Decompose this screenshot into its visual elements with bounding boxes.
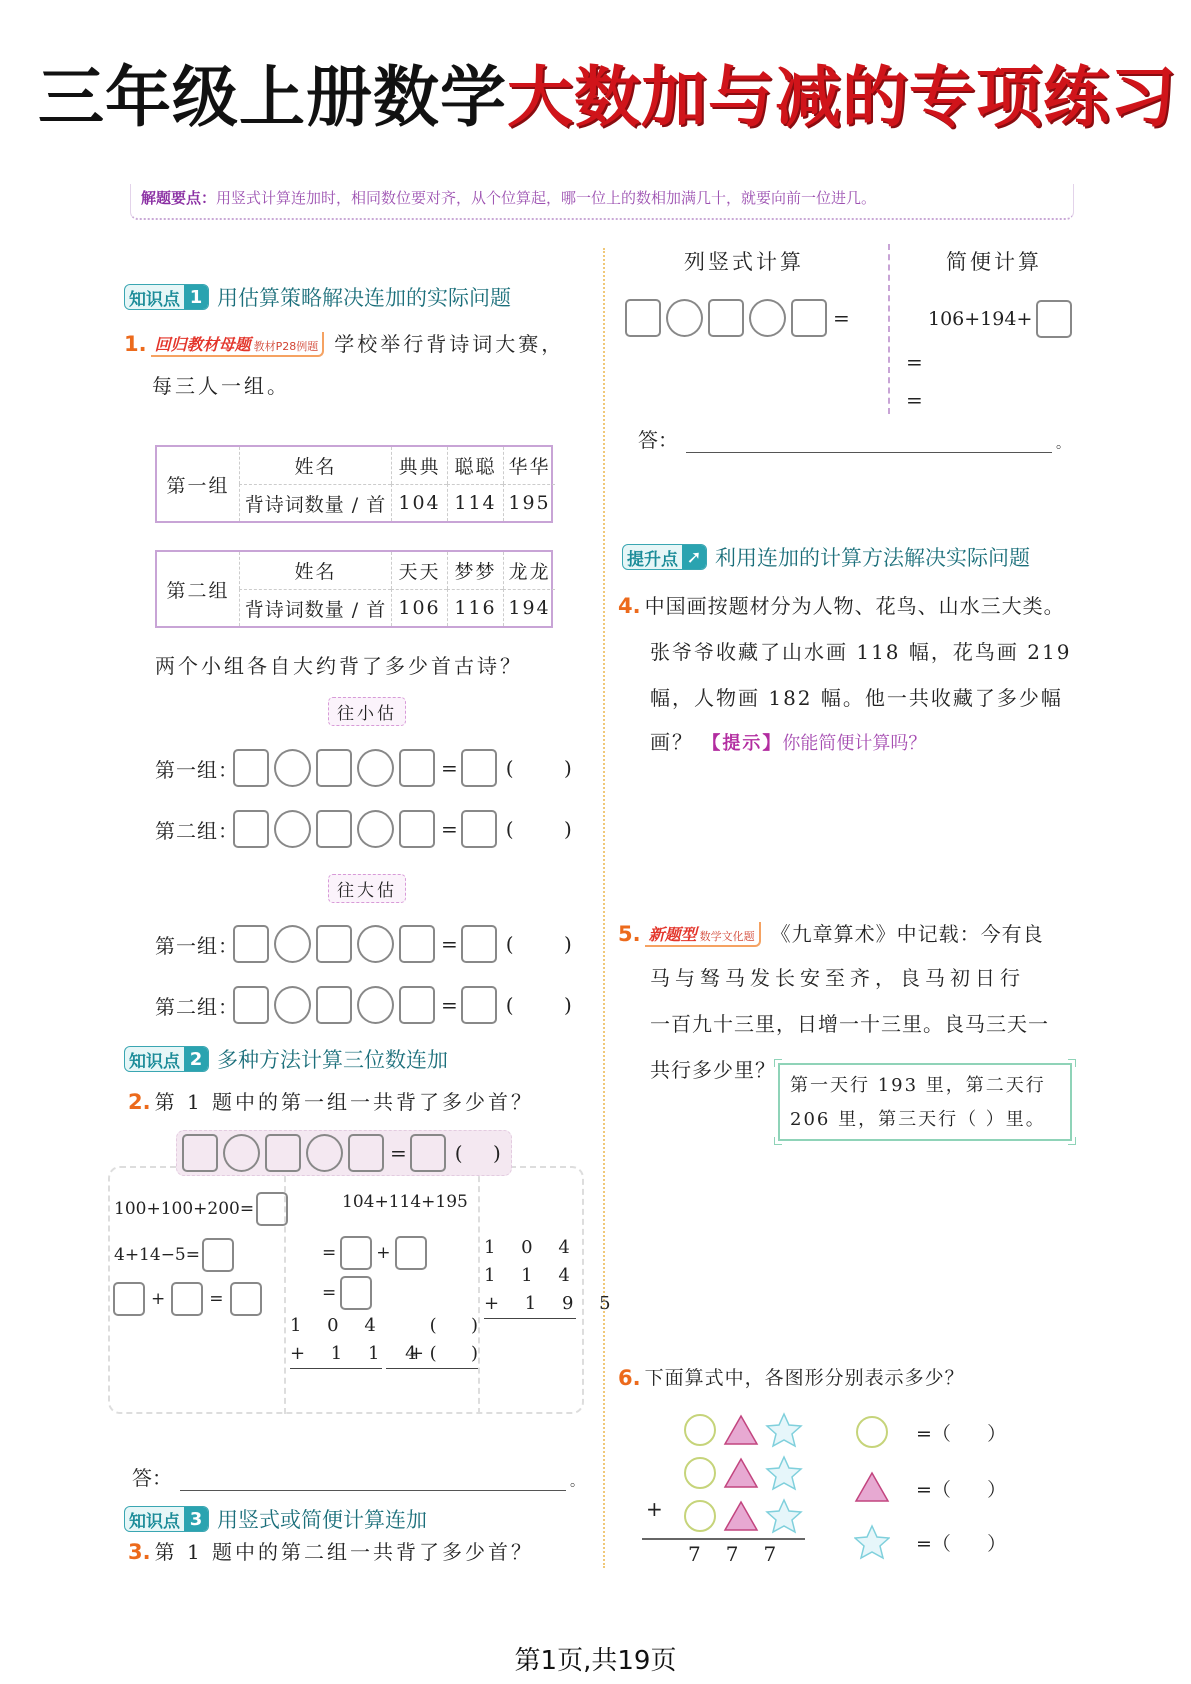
name-cell: 梦梦 bbox=[447, 552, 503, 589]
question-2 bbox=[128, 1086, 534, 1118]
answer-box[interactable] bbox=[113, 1282, 145, 1316]
operator-circle[interactable] bbox=[274, 986, 311, 1024]
method3-vertical bbox=[484, 1234, 621, 1319]
star-answer-row bbox=[854, 1524, 1006, 1560]
group-1-table bbox=[155, 445, 553, 523]
answer-box[interactable] bbox=[399, 749, 435, 787]
paren-open: ( bbox=[505, 817, 514, 841]
star-answer-blank[interactable]: =（ ） bbox=[916, 1532, 1007, 1555]
new-type-badge bbox=[645, 922, 761, 947]
answer-box[interactable] bbox=[399, 810, 435, 848]
sum-digit: 7 bbox=[763, 1542, 777, 1566]
hint-box bbox=[778, 1063, 1072, 1141]
paren-close: ) bbox=[563, 993, 572, 1017]
count-cell: 114 bbox=[447, 484, 503, 521]
page-indicator: 第1页,共19页 bbox=[514, 1646, 677, 1676]
operator-circle[interactable] bbox=[306, 1134, 343, 1172]
vertical-top: 1 0 4 bbox=[290, 1315, 386, 1336]
kp-number: 2 bbox=[184, 1046, 208, 1072]
question-text: 画？ bbox=[650, 730, 694, 754]
vertical-line: 1 0 4 bbox=[484, 1237, 580, 1258]
answer-box[interactable] bbox=[791, 299, 827, 337]
tip-text: 用竖式计算连加时，相同数位要对齐，从个位算起，哪一位上的数相加满几十，就要向前一位进几。 bbox=[216, 189, 877, 207]
answer-box[interactable] bbox=[202, 1238, 234, 1272]
answer-box[interactable] bbox=[256, 1192, 288, 1226]
answer-box[interactable] bbox=[340, 1276, 372, 1310]
method1-line3 bbox=[113, 1282, 262, 1316]
q2-answer-line bbox=[132, 1462, 584, 1491]
question-text: 下面算式中，各图形分别表示多少？ bbox=[644, 1367, 965, 1389]
q3-answer-line bbox=[638, 424, 1070, 453]
vertical-calc-header: 列竖式计算 bbox=[684, 250, 804, 274]
question-4 bbox=[618, 590, 1065, 622]
name-cell: 龙龙 bbox=[503, 552, 555, 589]
sum-digit: 7 bbox=[725, 1542, 739, 1566]
paren-open: ( bbox=[505, 756, 514, 780]
kp-tag-label: 知识点 bbox=[129, 289, 180, 310]
title-grade: 三年级上册数学 bbox=[38, 59, 507, 136]
question-number: 5. bbox=[618, 922, 641, 946]
knowledge-point-3 bbox=[124, 1504, 427, 1534]
count-cell: 104 bbox=[391, 484, 447, 521]
answer-box[interactable] bbox=[182, 1134, 218, 1172]
star-icon bbox=[767, 1457, 801, 1489]
kp-number: 1 bbox=[184, 284, 208, 310]
hint-label: 【提示】 bbox=[702, 733, 783, 754]
result-box[interactable] bbox=[461, 986, 497, 1024]
result-box[interactable] bbox=[410, 1134, 446, 1172]
method1-expr: 4+14−5= bbox=[114, 1245, 200, 1265]
name-header: 姓名 bbox=[239, 552, 391, 589]
group-2-table bbox=[155, 550, 553, 628]
question-number: 2. bbox=[128, 1090, 151, 1114]
question-text: 第 1 题中的第二组一共背了多少首？ bbox=[154, 1540, 535, 1564]
period: 。 bbox=[1056, 436, 1070, 452]
arrow-up-icon: ➚ bbox=[682, 544, 706, 570]
corner-ornament bbox=[774, 1137, 782, 1145]
estimate-high-label: 往大估 bbox=[328, 874, 406, 903]
question-6 bbox=[618, 1362, 965, 1394]
kp-tag bbox=[622, 544, 707, 570]
method2-step2 bbox=[322, 1276, 372, 1310]
result-box[interactable] bbox=[461, 810, 497, 848]
answer-box[interactable] bbox=[230, 1282, 262, 1316]
unit-blank[interactable] bbox=[455, 1141, 501, 1165]
operator-circle[interactable] bbox=[274, 925, 311, 963]
result-box[interactable] bbox=[461, 749, 497, 787]
question-text: 第 1 题中的第一组一共背了多少首？ bbox=[154, 1090, 535, 1114]
unit-blank[interactable] bbox=[506, 817, 572, 841]
kp-title: 用估算策略解决连加的实际问题 bbox=[217, 286, 511, 310]
paren-close: ) bbox=[563, 756, 572, 780]
unit-blank[interactable] bbox=[506, 932, 572, 956]
answer-box[interactable] bbox=[348, 1134, 384, 1172]
question-number: 6. bbox=[618, 1366, 641, 1390]
answer-box[interactable] bbox=[316, 810, 352, 848]
method1-expr: 100+100+200= bbox=[114, 1199, 255, 1219]
answer-input[interactable] bbox=[180, 1490, 566, 1491]
question-text: 张爷爷收藏了山水画 118 幅，花鸟画 219 bbox=[650, 640, 1072, 664]
sum-result bbox=[688, 1542, 776, 1566]
star-icon bbox=[767, 1414, 801, 1446]
group-label: 第一组 bbox=[166, 474, 230, 497]
answer-box[interactable] bbox=[233, 986, 269, 1024]
equals-sign: = bbox=[441, 932, 458, 956]
equals-sign: = bbox=[441, 817, 458, 841]
operator-circle[interactable] bbox=[274, 810, 311, 848]
question-text: 马与驽马发长安至齐，良马初日行 bbox=[650, 966, 1025, 990]
answer-box[interactable] bbox=[233, 925, 269, 963]
paren-open: ( bbox=[505, 932, 514, 956]
plus-sign: + bbox=[151, 1289, 166, 1309]
unit-blank[interactable] bbox=[506, 756, 572, 780]
question-text: 学校举行背诗词大赛， bbox=[334, 332, 565, 356]
result-box[interactable] bbox=[461, 925, 497, 963]
paren-close: ) bbox=[563, 817, 572, 841]
vertical-line: 1 1 4 bbox=[484, 1265, 580, 1286]
hint-line: 第一天行 193 里，第二天行 bbox=[790, 1075, 1046, 1096]
kp-tag-label: 提升点 bbox=[627, 549, 678, 570]
paren-top: ( ) bbox=[429, 1315, 478, 1336]
methods-divider bbox=[478, 1166, 480, 1414]
period: 。 bbox=[570, 1474, 584, 1490]
name-cell: 华华 bbox=[503, 447, 555, 484]
question-text-cont: 每三人一组。 bbox=[152, 374, 290, 398]
knowledge-point-2 bbox=[124, 1044, 448, 1074]
answer-box[interactable] bbox=[265, 1134, 301, 1172]
question-number: 1. bbox=[124, 332, 147, 356]
knowledge-point-1 bbox=[124, 282, 511, 312]
count-cell: 195 bbox=[503, 484, 555, 521]
corner-ornament bbox=[774, 1059, 782, 1067]
question-number: 3. bbox=[128, 1540, 151, 1564]
q2-equation-row bbox=[182, 1134, 501, 1172]
paren-close: ) bbox=[492, 1141, 501, 1165]
kp-number: 3 bbox=[184, 1506, 208, 1532]
question-number: 4. bbox=[618, 594, 641, 618]
operator-circle[interactable] bbox=[357, 986, 394, 1024]
count-header: 背诗词数量 / 首 bbox=[239, 589, 391, 626]
circle-answer-row bbox=[854, 1414, 1006, 1450]
method2-expr: 104+114+195 bbox=[342, 1192, 468, 1212]
circle-icon bbox=[685, 1415, 715, 1445]
equals-sign: = bbox=[441, 993, 458, 1017]
kp-title: 用竖式或简便计算连加 bbox=[217, 1508, 427, 1532]
equals-sign: = bbox=[322, 1283, 337, 1303]
triangle-icon bbox=[854, 1470, 890, 1506]
question-text: 幅，人物画 182 幅。他一共收藏了多少幅 bbox=[650, 686, 1063, 710]
shape-addition bbox=[640, 1408, 820, 1558]
circle-icon bbox=[685, 1458, 715, 1488]
answer-input[interactable] bbox=[686, 452, 1052, 453]
answer-box[interactable] bbox=[316, 986, 352, 1024]
answer-box[interactable] bbox=[316, 925, 352, 963]
corner-ornament bbox=[1068, 1137, 1076, 1145]
row-label: 第二组： bbox=[155, 818, 239, 843]
count-cell: 194 bbox=[503, 589, 555, 626]
question-text: 《九章算术》中记载：今有良 bbox=[770, 922, 1044, 946]
column-divider bbox=[603, 248, 605, 1568]
operator-circle[interactable] bbox=[223, 1134, 260, 1172]
question-1-prompt: 两个小组各自大约背了多少首古诗？ bbox=[155, 654, 523, 678]
equals-sign: = bbox=[209, 1289, 224, 1309]
count-header: 背诗词数量 / 首 bbox=[239, 484, 391, 521]
kp-tag-label: 知识点 bbox=[129, 1051, 180, 1072]
answer-box[interactable] bbox=[233, 749, 269, 787]
circle-icon bbox=[685, 1501, 715, 1531]
answer-box[interactable] bbox=[233, 810, 269, 848]
answer-box[interactable] bbox=[171, 1282, 203, 1316]
title-topic: 大数加与减的专项练习 bbox=[507, 59, 1177, 136]
operator-circle[interactable] bbox=[749, 299, 786, 337]
triangle-answer-row bbox=[854, 1470, 1006, 1506]
unit-blank[interactable] bbox=[506, 993, 572, 1017]
name-cell: 聪聪 bbox=[447, 447, 503, 484]
count-cell: 106 bbox=[391, 589, 447, 626]
kp-title: 利用连加的计算方法解决实际问题 bbox=[715, 546, 1030, 570]
simple-step-1: = bbox=[906, 350, 923, 374]
estimate-low-row-1 bbox=[155, 749, 572, 787]
badge-ref: 数学文化题 bbox=[699, 929, 755, 943]
name-cell: 天天 bbox=[391, 552, 447, 589]
equals-sign: = bbox=[441, 756, 458, 780]
tip-label: 解题要点： bbox=[141, 189, 217, 207]
question-text: 共行多少里？ bbox=[650, 1058, 776, 1082]
count-cell: 116 bbox=[447, 589, 503, 626]
answer-box[interactable] bbox=[340, 1236, 372, 1270]
paren-open: ( bbox=[505, 993, 514, 1017]
corner-ornament bbox=[1068, 1059, 1076, 1067]
sum-digit: 7 bbox=[688, 1542, 701, 1566]
row-label: 第一组： bbox=[155, 933, 239, 958]
svg-text:+: + bbox=[646, 1497, 663, 1521]
question-5 bbox=[618, 918, 1044, 950]
estimate-high-row-2 bbox=[155, 986, 572, 1024]
hint-line-blank[interactable]: 206 里，第三天行（ ）里。 bbox=[790, 1109, 1046, 1130]
answer-box[interactable] bbox=[1036, 300, 1072, 338]
answer-box[interactable] bbox=[399, 986, 435, 1024]
kp-tag bbox=[124, 1506, 209, 1532]
triangle-icon bbox=[725, 1459, 757, 1487]
triangle-icon bbox=[725, 1416, 757, 1444]
calc-divider bbox=[888, 244, 890, 414]
simple-expr: 106+194+ bbox=[928, 308, 1033, 330]
star-icon bbox=[854, 1524, 890, 1560]
solving-tip bbox=[130, 184, 1074, 220]
row-label: 第一组： bbox=[155, 757, 239, 782]
group-label: 第二组 bbox=[166, 579, 230, 602]
equals-sign: = bbox=[833, 306, 850, 330]
paren-open: ( bbox=[454, 1141, 463, 1165]
question-text: 中国画按题材分为人物、花鸟、山水三大类。 bbox=[644, 594, 1065, 618]
name-cell: 典典 bbox=[391, 447, 447, 484]
answer-box[interactable] bbox=[708, 299, 744, 337]
question-3 bbox=[128, 1536, 534, 1568]
answer-box[interactable] bbox=[395, 1236, 427, 1270]
method1-line2 bbox=[114, 1238, 234, 1272]
answer-label: 答： bbox=[638, 428, 678, 452]
equals-sign: = bbox=[322, 1243, 337, 1263]
question-text: 一百九十三里，日增一十三里。良马三天一 bbox=[650, 1012, 1049, 1036]
triangle-answer-blank[interactable]: =（ ） bbox=[916, 1478, 1007, 1501]
kp-tag bbox=[124, 284, 209, 310]
kp-title: 多种方法计算三位数连加 bbox=[217, 1048, 448, 1072]
method2-step1 bbox=[322, 1236, 427, 1270]
estimate-high-row-1 bbox=[155, 925, 572, 963]
estimate-low-row-2 bbox=[155, 810, 572, 848]
simple-calc-header: 简便计算 bbox=[946, 250, 1042, 274]
simple-step-2: = bbox=[906, 388, 923, 412]
textbook-badge bbox=[151, 332, 325, 357]
row-label: 第二组： bbox=[155, 994, 239, 1019]
triangle-icon bbox=[725, 1502, 757, 1530]
question-text-last bbox=[650, 726, 926, 760]
operator-circle[interactable] bbox=[357, 749, 394, 787]
badge-label: 新题型 bbox=[648, 924, 697, 944]
answer-box[interactable] bbox=[316, 749, 352, 787]
circle-icon bbox=[854, 1414, 890, 1450]
answer-label: 答： bbox=[132, 1466, 172, 1490]
plus-sign: + bbox=[376, 1243, 391, 1263]
q3-equation-row bbox=[625, 299, 853, 337]
circle-answer-blank[interactable]: =（ ） bbox=[916, 1422, 1007, 1445]
simple-calc-expr bbox=[928, 300, 1077, 338]
operator-circle[interactable] bbox=[357, 925, 394, 963]
badge-ref: 教材P28例题 bbox=[253, 339, 319, 353]
equals-sign: = bbox=[390, 1141, 407, 1165]
estimate-low-label: 往小估 bbox=[328, 697, 406, 726]
kp-tag-label: 知识点 bbox=[129, 1511, 180, 1532]
improvement-point bbox=[622, 542, 1030, 572]
page-title bbox=[38, 58, 1177, 138]
method2-paren-vertical[interactable] bbox=[386, 1312, 478, 1369]
paren-bottom: + ( ) bbox=[408, 1343, 478, 1364]
method1-line1 bbox=[114, 1192, 288, 1226]
hint-text: 你能简便计算吗？ bbox=[782, 733, 927, 754]
question-1-header bbox=[124, 328, 564, 360]
vertical-bottom: + 1 1 4 bbox=[290, 1343, 427, 1364]
answer-box[interactable] bbox=[625, 299, 661, 337]
answer-box[interactable] bbox=[399, 925, 435, 963]
vertical-line: + 1 9 5 bbox=[484, 1293, 621, 1314]
paren-close: ) bbox=[563, 932, 572, 956]
badge-label: 回归教材母题 bbox=[154, 334, 251, 354]
operator-circle[interactable] bbox=[274, 749, 311, 787]
kp-tag bbox=[124, 1046, 209, 1072]
star-icon bbox=[767, 1500, 801, 1532]
method2-vertical bbox=[290, 1312, 427, 1369]
operator-circle[interactable] bbox=[666, 299, 703, 337]
name-header: 姓名 bbox=[239, 447, 391, 484]
operator-circle[interactable] bbox=[357, 810, 394, 848]
